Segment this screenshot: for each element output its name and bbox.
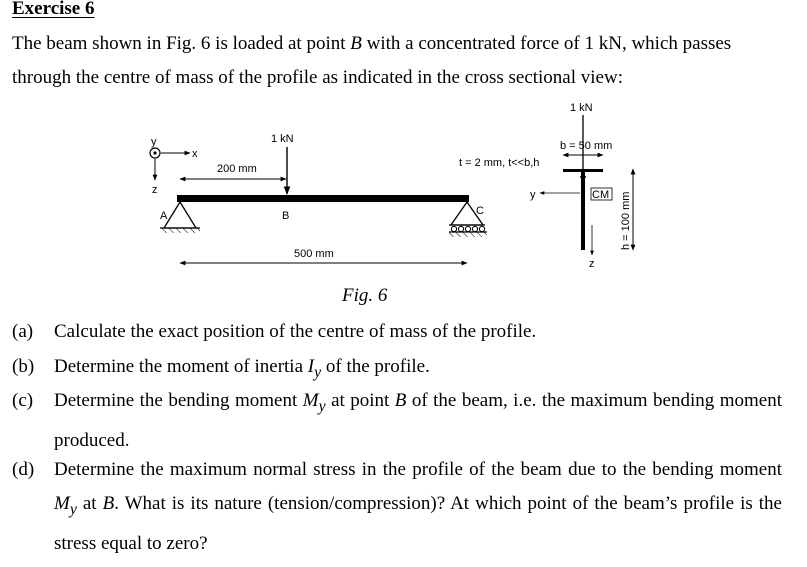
support-a bbox=[160, 202, 200, 233]
question-b-text: Determine the moment of inertia $I_y$ of the profile. bbox=[54, 356, 430, 381]
bending-moment-symbol: M bbox=[302, 390, 319, 411]
question-c-label: (c) bbox=[12, 390, 34, 411]
force-at-b bbox=[271, 133, 294, 222]
question-c bbox=[12, 384, 782, 458]
thickness-note: t = 2 mm, t<<b,h bbox=[459, 157, 540, 169]
beam-figure bbox=[0, 95, 807, 285]
axis-y-label: y bbox=[151, 136, 157, 148]
beam bbox=[177, 195, 469, 202]
coordinate-axes bbox=[150, 136, 198, 196]
intro-text-2: with a concentrated force of 1 kN, which passes through the centre of mass of the profile as indicated in the cross sectional view: bbox=[12, 33, 732, 88]
question-d bbox=[12, 453, 782, 561]
force-label: 1 kN bbox=[271, 133, 294, 145]
point-b-label: B bbox=[282, 210, 290, 222]
dimension-200mm-label: 200 mm bbox=[217, 163, 257, 175]
dimension-200mm bbox=[180, 163, 286, 179]
exercise-title: Exercise 6 bbox=[12, 0, 95, 19]
question-a-text: Calculate the exact position of the centre of mass of the profile. bbox=[54, 321, 537, 342]
cs-y-label: y bbox=[530, 189, 536, 201]
cs-cm-label: CM bbox=[592, 189, 610, 201]
point-a-label: A bbox=[160, 210, 168, 222]
question-d-text: Determine the maximum normal stress in the profile of the beam due to the bending moment $M_y$ at B. What is its nature (tension/compression)? At which point of the beam’s profile is the stress equal to zero? bbox=[54, 459, 782, 554]
question-a bbox=[12, 315, 782, 349]
question-b-label: (b) bbox=[12, 356, 35, 377]
support-c bbox=[449, 202, 487, 237]
intro-text-1: The beam shown in Fig. 6 is loaded at point bbox=[12, 33, 351, 54]
point-c-label: C bbox=[476, 205, 484, 217]
cs-web bbox=[581, 172, 585, 250]
axis-x-label: x bbox=[192, 148, 198, 160]
question-d-label: (d) bbox=[12, 459, 35, 480]
dimension-500mm-label: 500 mm bbox=[294, 248, 334, 260]
intro-paragraph bbox=[12, 27, 792, 95]
cs-force-label: 1 kN bbox=[570, 102, 593, 114]
dimension-500mm bbox=[180, 248, 467, 263]
cs-z-label: z bbox=[589, 258, 595, 270]
question-a-label: (a) bbox=[12, 321, 34, 342]
cs-width-label: b = 50 mm bbox=[560, 140, 613, 152]
axis-z-label: z bbox=[152, 184, 158, 196]
cs-flange bbox=[563, 169, 603, 172]
bending-moment-symbol-d: M bbox=[54, 493, 70, 514]
question-c-text: Determine the bending moment $M_y$ at point B of the beam, i.e. the maximum bending moment produced. bbox=[54, 390, 782, 451]
moment-of-inertia-symbol: I bbox=[307, 356, 315, 377]
cs-height-label: h = 100 mm bbox=[620, 191, 632, 250]
intro-point-b: B bbox=[350, 33, 362, 54]
figure-caption: Fig. 6 bbox=[342, 285, 388, 306]
cross-section bbox=[530, 102, 633, 270]
